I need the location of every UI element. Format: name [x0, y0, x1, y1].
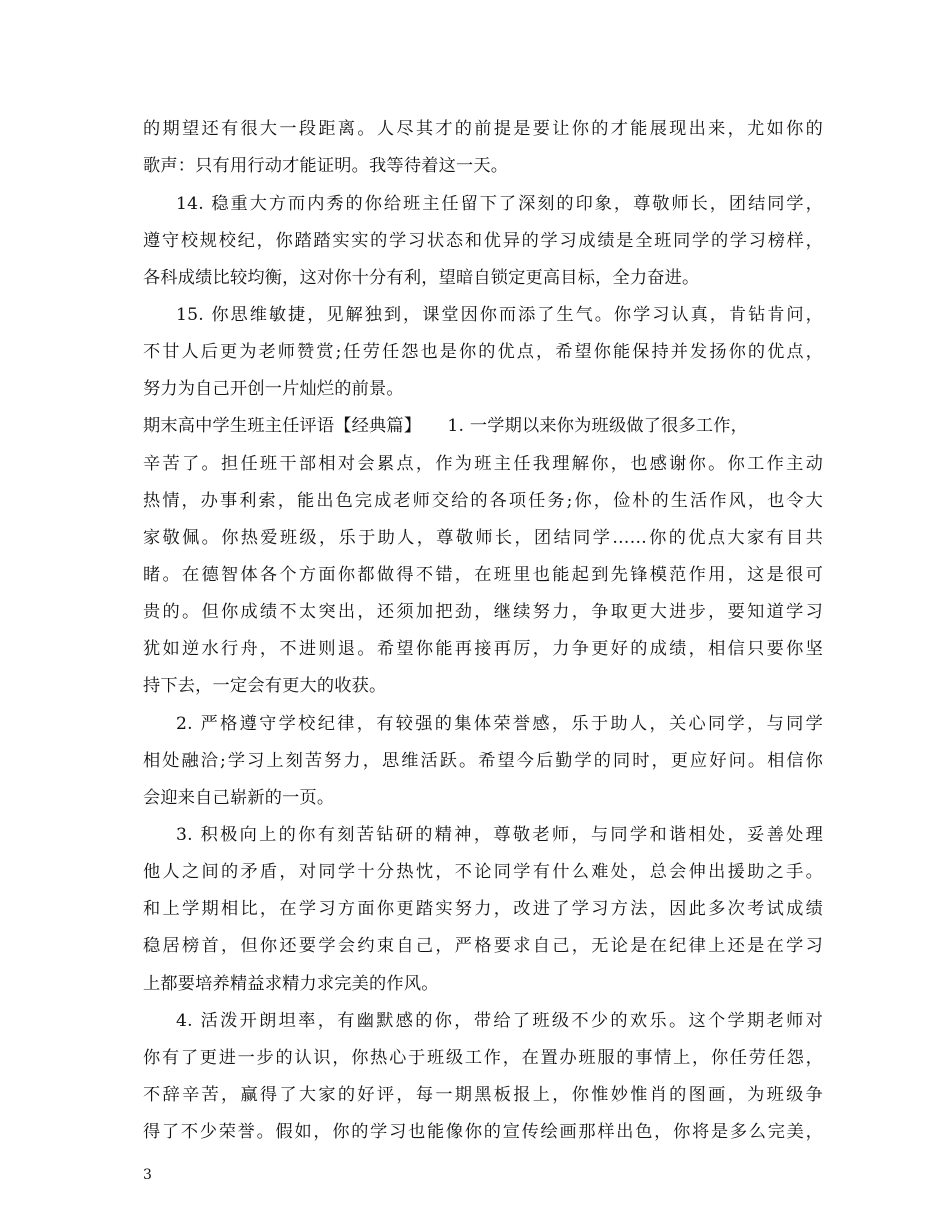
text-line: 4. 活泼开朗坦率，有幽默感的你，带给了班级不少的欢乐。这个学期老师对 — [176, 1011, 823, 1031]
text-line: 贵的。但你成绩不太突出，还须加把劲，继续努力，争取更大进步，要知道学习 — [143, 602, 823, 622]
text-line: 你有了更进一步的认识，你热心于班级工作，在置办班服的事情上，你任劳任怨， — [143, 1048, 823, 1068]
text-line: 家敬佩。你热爱班级，乐于助人，尊敬师长，团结同学……你的优点大家有目共 — [143, 528, 823, 548]
text-line: 2. 严格遵守学校纪律，有较强的集体荣誉感，乐于助人，关心同学，与同学 — [176, 714, 823, 734]
text-line: 不辞辛苦，赢得了大家的好评，每一期黑板报上，你惟妙惟肖的图画，为班级争 — [143, 1085, 823, 1105]
text-line: 得了不少荣誉。假如，你的学习也能像你的宣传绘画那样出色，你将是多么完美， — [143, 1122, 823, 1142]
text-line: 睹。在德智体各个方面你都做得不错，在班里也能起到先锋模范作用，这是很可 — [143, 565, 823, 585]
text-line: 会迎来自己崭新的一页。 — [143, 788, 335, 808]
text-line: 上都要培养精益求精力求完美的作风。 — [143, 974, 439, 994]
text-line: 14. 稳重大方而内秀的你给班主任留下了深刻的印象，尊敬师长，团结同学， — [176, 194, 823, 214]
text-line: 犹如逆水行舟，不进则退。希望你能再接再厉，力争更好的成绩，相信只要你坚 — [143, 639, 823, 659]
text-line: 热情，办事利索，能出色完成老师交给的各项任务;你，俭朴的生活作风，也令大 — [143, 491, 823, 511]
text-line: 努力为自己开创一片灿烂的前景。 — [143, 379, 404, 399]
text-line: 他人之间的矛盾，对同学十分热忱，不论同学有什么难处，总会伸出援助之手。 — [143, 862, 823, 882]
text-line: 15. 你思维敏捷，见解独到，课堂因你而添了生气。你学习认真，肯钻肯问， — [176, 305, 823, 325]
section-heading-line: 期末高中学生班主任评语【经典篇】 1. 一学期以来你为班级做了很多工作， — [143, 416, 749, 436]
text-line: 不甘人后更为老师赞赏;任劳任怨也是你的优点，希望你能保持并发扬你的优点， — [143, 342, 823, 362]
page-number: 3 — [143, 1167, 152, 1183]
text-line: 持下去，一定会有更大的收获。 — [143, 676, 387, 696]
text-line: 3. 积极向上的你有刻苦钻研的精神，尊敬老师，与同学和谐相处，妥善处理 — [176, 825, 823, 845]
text-line: 相处融洽;学习上刻苦努力，思维活跃。希望今后勤学的同时，更应好问。相信你 — [143, 751, 823, 771]
text-line: 歌声：只有用行动才能证明。我等待着这一天。 — [143, 156, 509, 176]
text-line: 遵守校规校纪，你踏踏实实的学习状态和优异的学习成绩是全班同学的学习榜样， — [143, 231, 823, 251]
text-line: 和上学期相比，在学习方面你更踏实努力，改进了学习方法，因此多次考试成绩 — [143, 899, 823, 919]
text-line: 的期望还有很大一段距离。人尽其才的前提是要让你的才能展现出来，尤如你的 — [143, 119, 823, 139]
text-line: 各科成绩比较均衡，这对你十分有利，望暗自锁定更高目标，全力奋进。 — [143, 268, 700, 288]
text-line: 稳居榜首，但你还要学会约束自己，严格要求自己，无论是在纪律上还是在学习 — [143, 936, 823, 956]
text-line: 辛苦了。担任班干部相对会累点，作为班主任我理解你，也感谢你。你工作主动 — [143, 454, 823, 474]
